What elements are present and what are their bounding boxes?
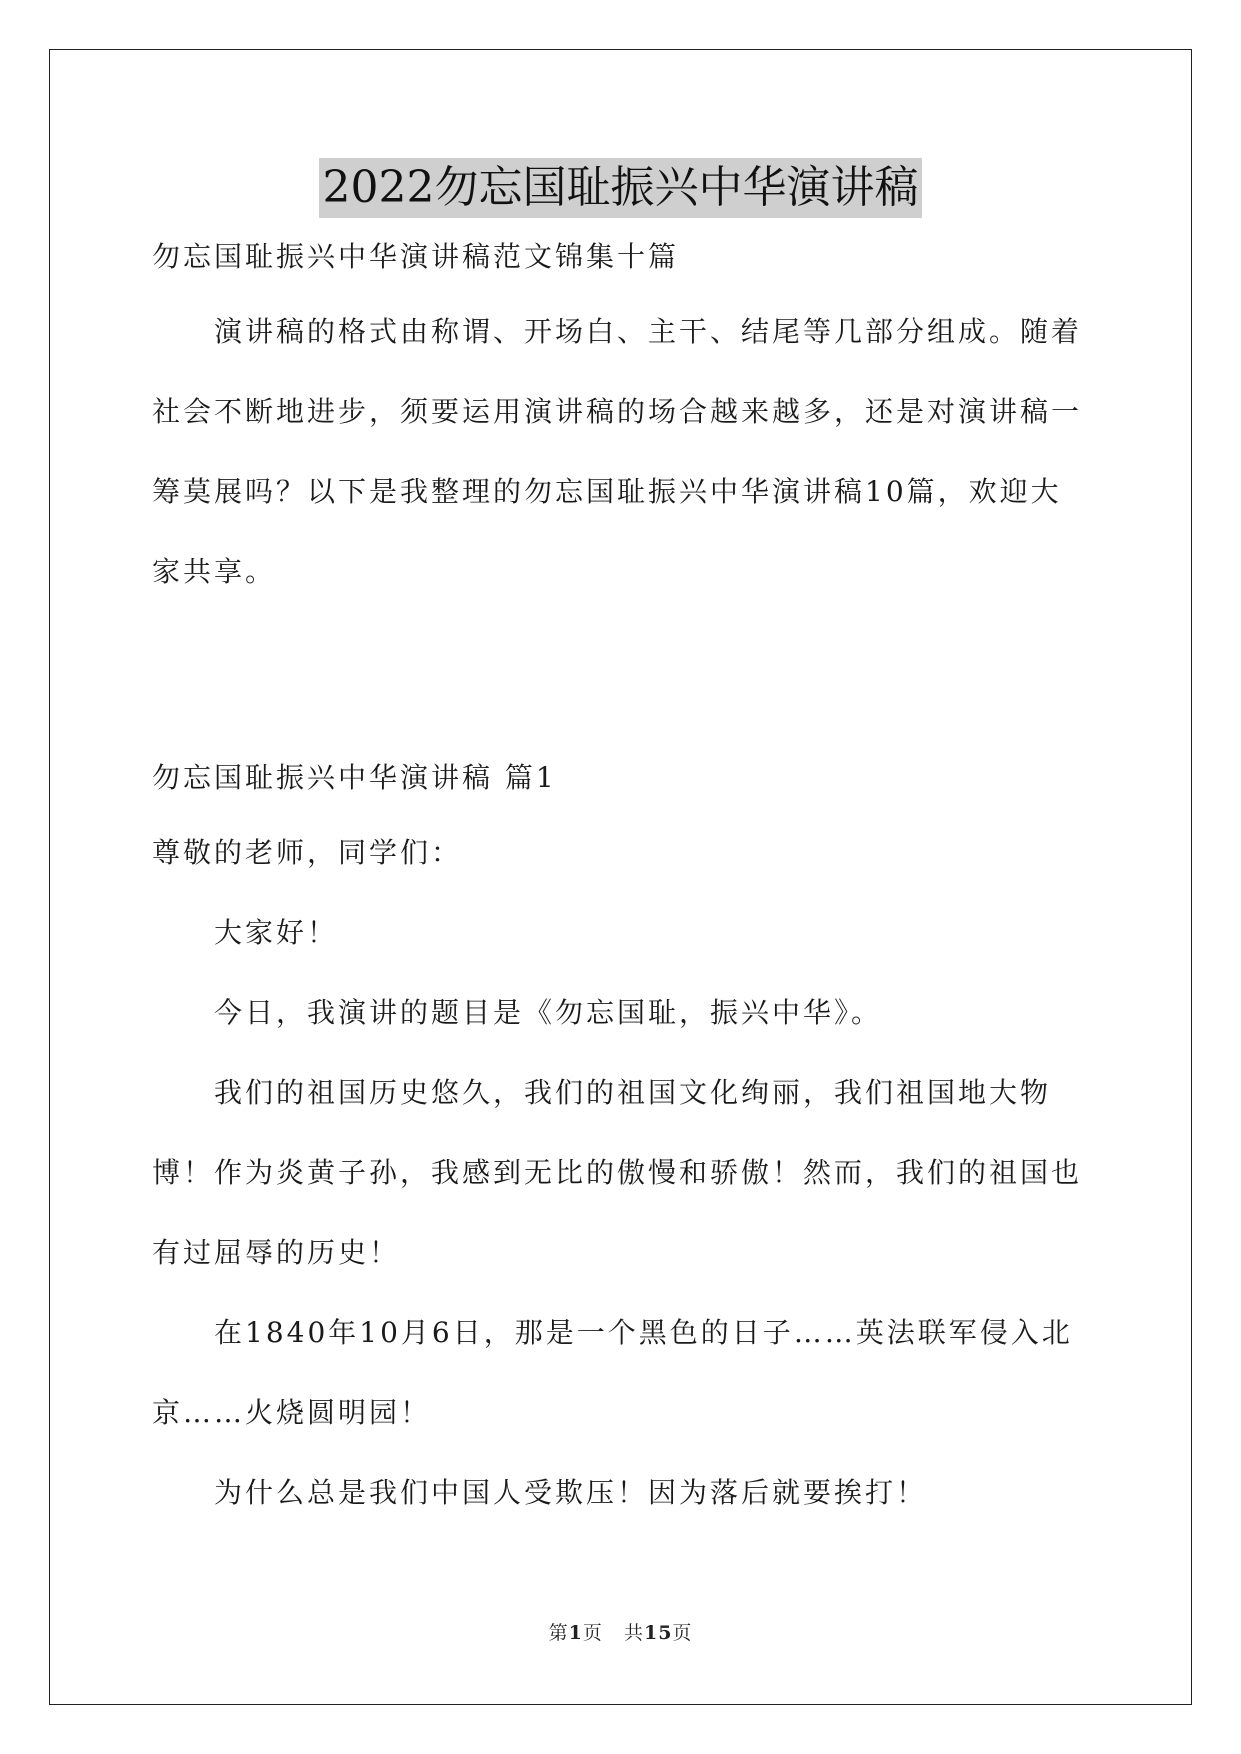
paragraph-3: 在1840年10月6日，那是一个黑色的日子……英法联军侵入北京……火烧圆明园！: [152, 1316, 1073, 1429]
intro-paragraph: 演讲稿的格式由称谓、开场白、主干、结尾等几部分组成。随着社会不断地进步，须要运用演讲稿的场合越来越多，还是对演讲稿一筹莫展吗？以下是我整理的勿忘国耻振兴中华演讲稿10篇，欢迎大家共享。: [152, 315, 1083, 588]
document-subtitle: 勿忘国耻振兴中华演讲稿范文锦集十篇: [152, 240, 680, 273]
page-footer: [0, 1618, 1241, 1645]
paragraph-4: 为什么总是我们中国人受欺压！因为落后就要挨打！: [214, 1476, 928, 1509]
greeting: 大家好！: [214, 916, 339, 949]
footer-total-suffix: 页: [672, 1622, 693, 1644]
section-heading: 勿忘国耻振兴中华演讲稿 篇1: [152, 761, 557, 794]
document-title: 2022勿忘国耻振兴中华演讲稿: [319, 158, 923, 218]
salutation: 尊敬的老师，同学们：: [152, 836, 463, 869]
footer-page-number: 1: [568, 1622, 583, 1644]
footer-total-pages: 15: [643, 1622, 673, 1644]
footer-page-suffix: 页: [582, 1622, 603, 1644]
footer-total-prefix: 共: [623, 1622, 644, 1644]
paragraph-2: 我们的祖国历史悠久，我们的祖国文化绚丽，我们祖国地大物博！作为炎黄子孙，我感到无比的傲慢和骄傲！然而，我们的祖国也有过屈辱的历史！: [152, 1076, 1083, 1269]
paragraph-1: 今日，我演讲的题目是《勿忘国耻，振兴中华》。: [214, 996, 883, 1029]
title-container: [0, 158, 1241, 218]
footer-page-prefix: 第: [548, 1622, 569, 1644]
